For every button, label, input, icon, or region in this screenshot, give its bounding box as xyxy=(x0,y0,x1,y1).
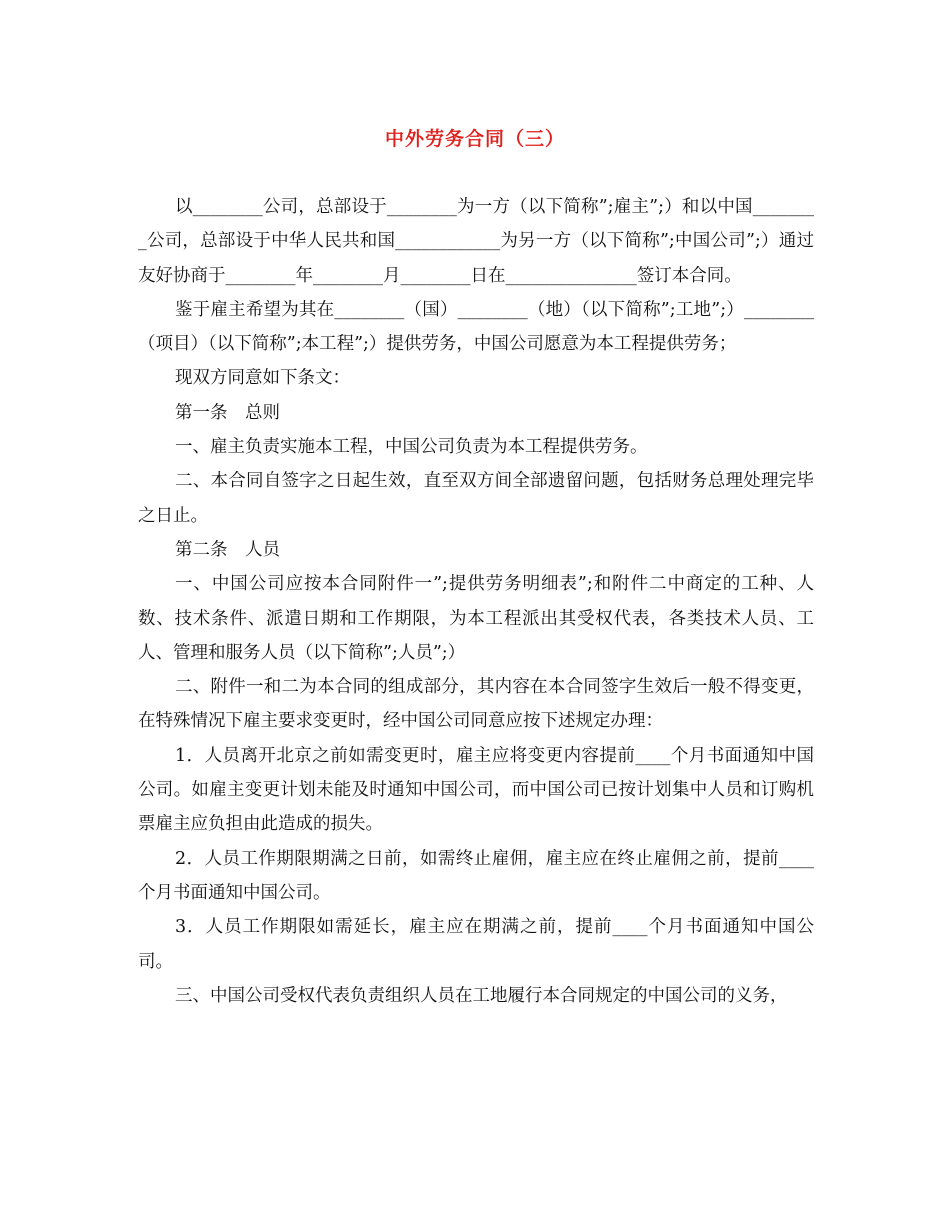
paragraph-article1-item1: 一、雇主负责实施本工程，中国公司负责为本工程提供劳务。 xyxy=(175,437,648,458)
paragraph-article2-item3: 三、中国公司受权代表负责组织人员在工地履行本合同规定的中国公司的义务， xyxy=(175,985,788,1006)
paragraph-article2-sub1: 1．人员离开北京之前如需变更时，雇主应将变更内容提前____个月书面通知中国公司。如雇主变更计划未能及时通知中国公司，而中国公司已按计划集中人员和订购机票雇主应负担由此造成的损失。 xyxy=(138,745,814,835)
article-heading-2: 第二条 人员 xyxy=(175,539,280,560)
paragraph-article2-item1: 一、中国公司应按本合同附件一”;提供劳务明细表”;和附件二中商定的工种、人数、技术条件、派遣日期和工作期限，为本工程派出其受权代表，各类技术人员、工人、管理和服务人员（以下简称”;人员”;） xyxy=(138,574,814,663)
paragraph-article2-sub3: 3．人员工作期限如需延长，雇主应在期满之前，提前____个月书面通知中国公司。 xyxy=(138,917,814,972)
paragraph-article2-item2: 二、附件一和二为本合同的组成部分，其内容在本合同签字生效后一般不得变更，在特殊情况下雇主要求变更时，经中国公司同意应按下述规定办理： xyxy=(138,677,814,732)
paragraph-whereas: 鉴于雇主希望为其在________（国）________（地）（以下简称”;工地”;）________（项目）（以下简称”;本工程”;）提供劳务，中国公司愿意为本工程提供劳务； xyxy=(138,299,814,355)
document-body xyxy=(138,190,814,1013)
paragraph-preamble: 以________公司，总部设于________为一方（以下简称”;雇主”;）和以中国________公司，总部设于中华人民共和国____________为另一方（以下简称”;中国公司”;）通过友好协商于________年________月________日在_______________签订本合同。 xyxy=(138,197,814,286)
paragraph-article1-item2: 二、本合同自签字之日起生效，直至双方间全部遗留问题，包括财务总理处理完毕之日止。 xyxy=(138,471,814,526)
paragraph-agreement: 现双方同意如下条文： xyxy=(175,368,350,389)
document-title: 中外劳务合同（三） xyxy=(384,128,565,150)
paragraph-article2-sub2: 2．人员工作期限期满之日前，如需终止雇佣，雇主应在终止雇佣之前，提前____个月书面通知中国公司。 xyxy=(138,848,814,903)
article-heading-1: 第一条 总则 xyxy=(175,402,280,423)
